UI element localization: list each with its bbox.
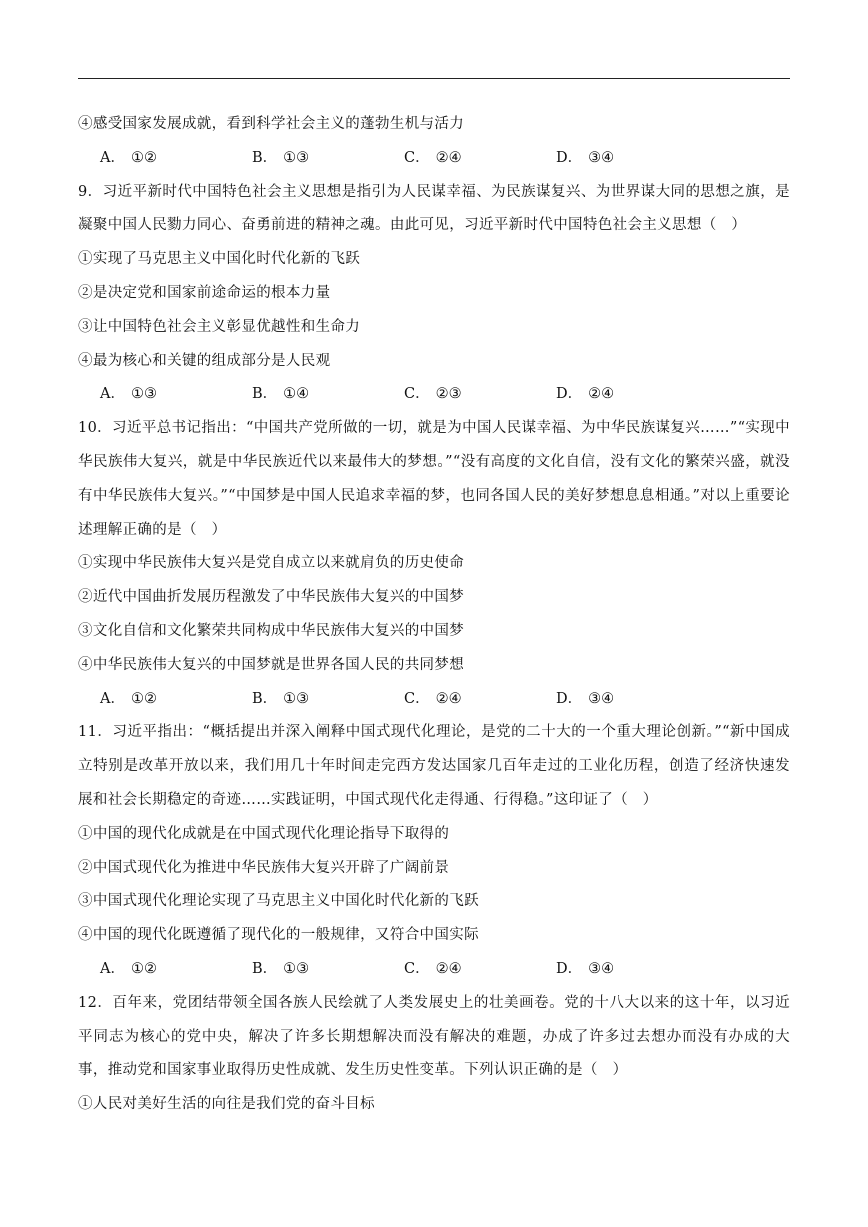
q8-option-d[interactable]: D． ③④ [556,149,615,166]
q8-options [78,142,790,176]
q8-option-c[interactable]: C． ②④ [404,149,462,166]
q9-options [78,378,790,412]
q10-stem: 10．习近平总书记指出：“中国共产党所做的一切，就是为中国人民谋幸福、为中华民族谋复兴……”“实现中华民族伟大复兴，就是中华民族近代以来最伟大的梦想。”“没有高度的文化自信，没有文化的繁荣兴盛，就没有中华民族伟大复兴。”“中国梦是中国人民追求幸福的梦，也同各国人民的美好梦想息息相通。”对以上重要论述理解正确的是（ ） [78,420,790,538]
q10-item-4: ④中华民族伟大复兴的中国梦就是世界各国人民的共同梦想 [78,656,465,673]
q9-item-3: ③让中国特色社会主义彰显优越性和生命力 [78,318,361,335]
q10-options [78,683,790,717]
q9-item-1: ①实现了马克思主义中国化时代化新的飞跃 [78,251,361,268]
q9-item-4: ④最为核心和关键的组成部分是人民观 [78,352,331,369]
q10-option-b[interactable]: B． ①③ [252,690,310,707]
q9-option-a[interactable]: A． ①③ [100,386,157,403]
q9-option-d[interactable]: D． ②④ [556,386,615,403]
q8-option-b[interactable]: B． ①③ [252,149,310,166]
q12-stem: 12．百年来，党团结带领全国各族人民绘就了人类发展史上的壮美画卷。党的十八大以来的这十年，以习近平同志为核心的党中央，解决了许多长期想解决而没有解决的难题，办成了许多过去想办而没有办成的大事，推动党和国家事业取得历史性成就、发生历史性变革。下列认识正确的是（ ） [78,994,790,1079]
q10-item-2: ②近代中国曲折发展历程激发了中华民族伟大复兴的中国梦 [78,589,465,606]
q11-item-4: ④中国的现代化既遵循了现代化的一般规律，又符合中国实际 [78,927,479,944]
q11-option-c[interactable]: C． ②④ [404,960,462,977]
q11-item-3: ③中国式现代化理论实现了马克思主义中国化时代化新的飞跃 [78,893,479,910]
q10-option-a[interactable]: A． ①② [100,690,157,707]
q11-option-d[interactable]: D． ③④ [556,960,615,977]
header-rule [78,78,790,79]
q10-option-c[interactable]: C． ②④ [404,690,462,707]
q11-stem: 11．习近平指出：“概括提出并深入阐释中国式现代化理论，是党的二十大的一个重大理论创新。”“新中国成立特别是改革开放以来，我们用几十年时间走完西方发达国家几百年走过的工业化历程，创造了经济快速发展和社会长期稳定的奇迹……实践证明，中国式现代化走得通、行得稳。”这印证了（ ） [78,724,790,808]
q8-option-a[interactable]: A． ①② [100,149,157,166]
question-content [78,108,790,1122]
q9-item-2: ②是决定党和国家前途命运的根本力量 [78,284,331,301]
q12-item-1: ①人民对美好生活的向往是我们党的奋斗目标 [78,1096,375,1113]
q11-options [78,953,790,987]
q10-item-1: ①实现中华民族伟大复兴是党自成立以来就肩负的历史使命 [78,555,465,572]
q9-option-c[interactable]: C． ②③ [404,386,462,403]
q9-stem: 9．习近平新时代中国特色社会主义思想是指引为人民谋幸福、为民族谋复兴、为世界谋大同的思想之旗，是凝聚中国人民勠力同心、奋勇前进的精神之魂。由此可见，习近平新时代中国特色社会主义思想（ ） [78,183,790,234]
q11-item-2: ②中国式现代化为推进中华民族伟大复兴开辟了广阔前景 [78,859,450,876]
q11-item-1: ①中国的现代化成就是在中国式现代化理论指导下取得的 [78,825,450,842]
q11-option-b[interactable]: B． ①③ [252,960,310,977]
q10-option-d[interactable]: D． ③④ [556,690,615,707]
q9-option-b[interactable]: B． ①④ [252,386,310,403]
q10-item-3: ③文化自信和文化繁荣共同构成中华民族伟大复兴的中国梦 [78,622,465,639]
q11-option-a[interactable]: A． ①② [100,960,157,977]
q8-item-4: ④感受国家发展成就，看到科学社会主义的蓬勃生机与活力 [78,116,465,132]
